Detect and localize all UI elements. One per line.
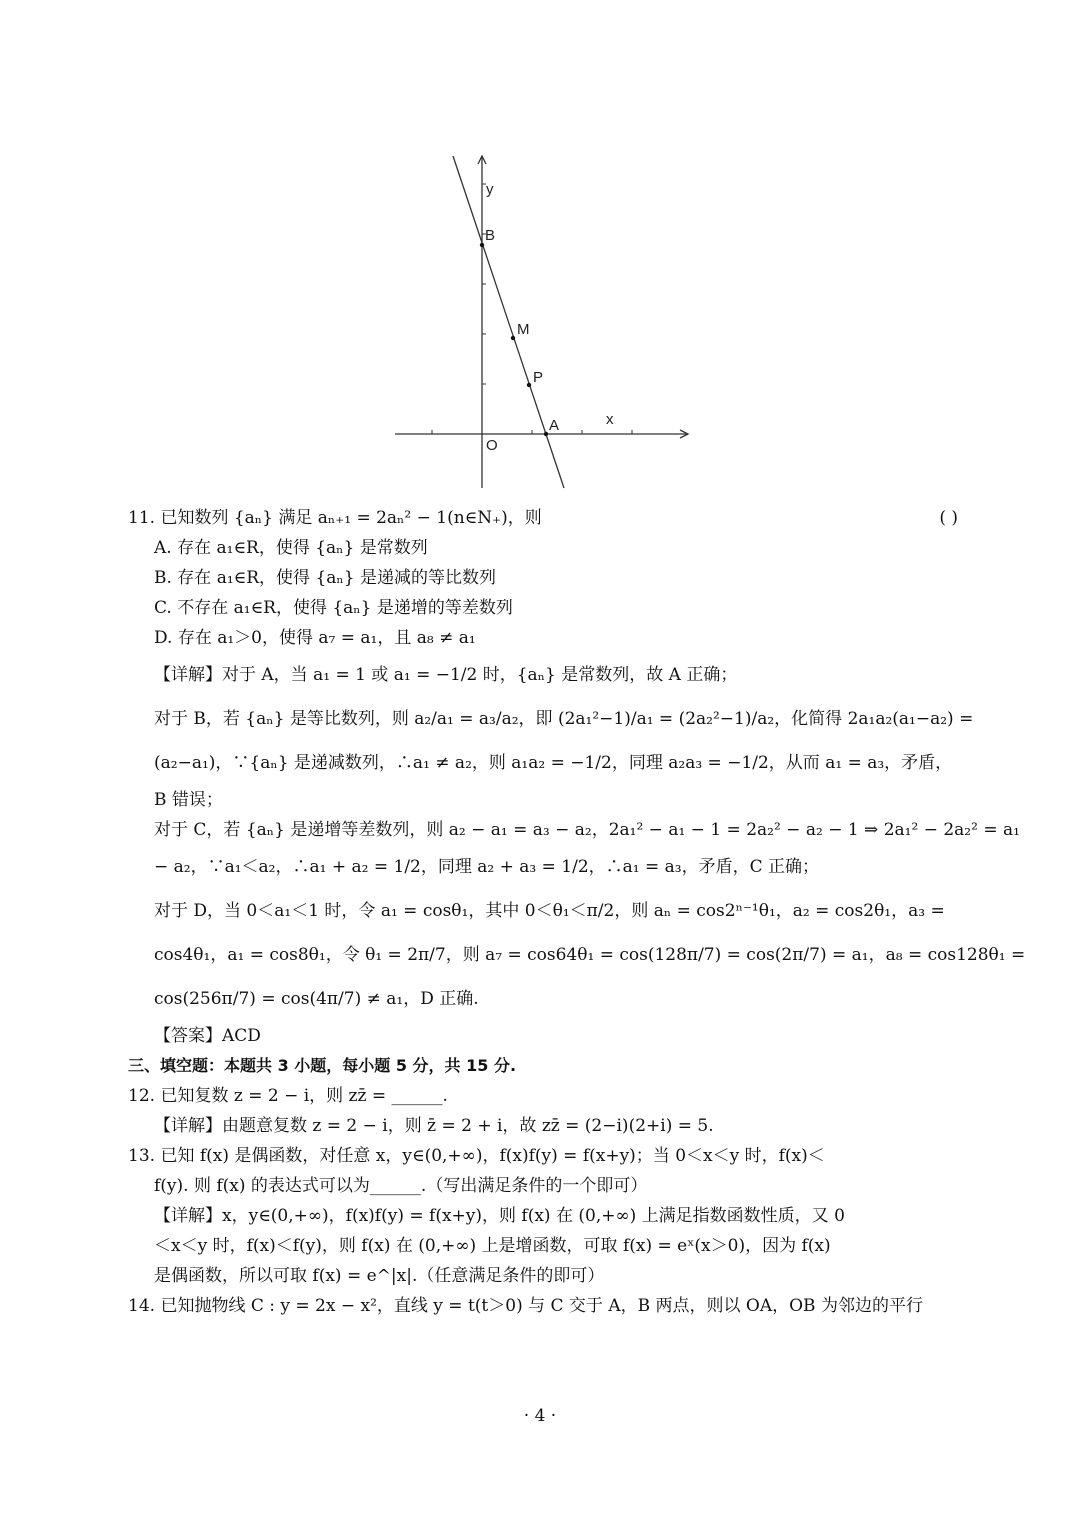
section-3-heading: 三、填空题：本题共 3 小题，每小题 5 分，共 15 分. <box>128 1056 517 1075</box>
label-B: B <box>485 227 496 244</box>
q13-detail-1: 【详解】x，y∈(0,+∞)，f(x)f(y) = f(x+y)，则 f(x) 在 (0,+∞) 上满足指数函数性质，又 0 <box>154 1206 845 1226</box>
q11-detail-4: B 错误； <box>154 790 223 810</box>
label-M: M <box>517 321 530 338</box>
q11-detail-6: − a₂，∵a₁＜a₂，∴a₁ + a₂ = 1/2，同理 a₂ + a₃ = 1/2，∴a₁ = a₃，矛盾，C 正确； <box>154 857 819 877</box>
q11-stem: 11. 已知数列 {aₙ} 满足 aₙ₊₁ = 2aₙ² − 1(n∈N₊)，则 <box>128 508 542 528</box>
q11-option-c: C. 不存在 a₁∈R，使得 {aₙ} 是递增的等差数列 <box>154 598 513 618</box>
q11-detail-3: (a₂−a₁)，∵{aₙ} 是递减数列，∴a₁ ≠ a₂，则 a₁a₂ = −1/2，同理 a₂a₃ = −1/2，从而 a₁ = a₃，矛盾， <box>154 753 953 773</box>
q13-detail-3: 是偶函数，所以可取 f(x) = e^|x|.（任意满足条件的即可） <box>154 1266 605 1286</box>
q13-detail-2: ＜x＜y 时，f(x)＜f(y)，则 f(x) 在 (0,+∞) 上是增函数，可取 f(x) = eˣ(x＞0)，因为 f(x) <box>154 1236 831 1256</box>
q11-option-b: B. 存在 a₁∈R，使得 {aₙ} 是递减的等比数列 <box>154 568 496 588</box>
q11-detail-5: 对于 C，若 {aₙ} 是递增等差数列，则 a₂ − a₁ = a₃ − a₂，2a₁² − a₁ − 1 = 2a₂² − a₂ − 1 ⇒ 2a₁² − 2a₂² = a₁ <box>154 820 1020 840</box>
point-A <box>544 432 548 436</box>
label-A: A <box>549 417 560 434</box>
q13-stem-1: 13. 已知 f(x) 是偶函数，对任意 x，y∈(0,+∞)，f(x)f(y) = f(x+y)；当 0＜x＜y 时，f(x)＜ <box>128 1146 825 1166</box>
label-O: O <box>486 437 498 454</box>
label-y: y <box>486 181 494 198</box>
q11-option-a: A. 存在 a₁∈R，使得 {aₙ} 是常数列 <box>154 538 428 558</box>
point-P <box>527 383 531 387</box>
label-x: x <box>606 411 614 428</box>
q11-option-d: D. 存在 a₁＞0，使得 a₇ = a₁，且 a₈ ≠ a₁ <box>154 628 476 648</box>
q14-stem: 14. 已知抛物线 C : y = 2x − x²，直线 y = t(t＞0) 与 C 交于 A，B 两点，则以 OA，OB 为邻边的平行 <box>128 1296 923 1316</box>
label-P: P <box>533 369 544 386</box>
line-AB <box>453 156 564 488</box>
q12-stem: 12. 已知复数 z = 2 − i，则 zz̄ = ______. <box>128 1086 448 1106</box>
q11-detail-1: 【详解】对于 A，当 a₁ = 1 或 a₁ = −1/2 时，{aₙ} 是常数列，故 A 正确； <box>154 665 738 685</box>
q13-stem-2: f(y). 则 f(x) 的表达式可以为______.（写出满足条件的一个即可） <box>154 1176 648 1196</box>
q11-detail-9: cos(256π/7) = cos(4π/7) ≠ a₁，D 正确. <box>154 989 479 1009</box>
point-M <box>511 336 515 340</box>
q11-detail-8: cos4θ₁，a₁ = cos8θ₁，令 θ₁ = 2π/7，则 a₇ = cos64θ₁ = cos(128π/7) = cos(2π/7) = a₁，a₈ = cos128θ₁ = <box>154 945 1026 965</box>
q11-detail-7: 对于 D，当 0＜a₁＜1 时，令 a₁ = cosθ₁，其中 0＜θ₁＜π/2，则 aₙ = cos2ⁿ⁻¹θ₁，a₂ = cos2θ₁，a₃ = <box>154 901 945 921</box>
point-B <box>480 243 484 247</box>
coordinate-figure <box>390 150 700 495</box>
q11-answer: 【答案】ACD <box>154 1026 261 1046</box>
line-graph-svg <box>390 150 700 495</box>
q11-stem-line <box>128 503 958 533</box>
q12-detail: 【详解】由题意复数 z = 2 − i，则 z̄ = 2 + i，故 zz̄ = (2−i)(2+i) = 5. <box>154 1116 714 1136</box>
page-number: · 4 · <box>523 1406 557 1426</box>
q11-answer-bracket: ( ) <box>939 508 958 528</box>
q11-detail-2: 对于 B，若 {aₙ} 是等比数列，则 a₂/a₁ = a₃/a₂，即 (2a₁²−1)/a₁ = (2a₂²−1)/a₂，化简得 2a₁a₂(a₁−a₂) = <box>154 709 974 729</box>
page-content <box>128 503 1026 1321</box>
